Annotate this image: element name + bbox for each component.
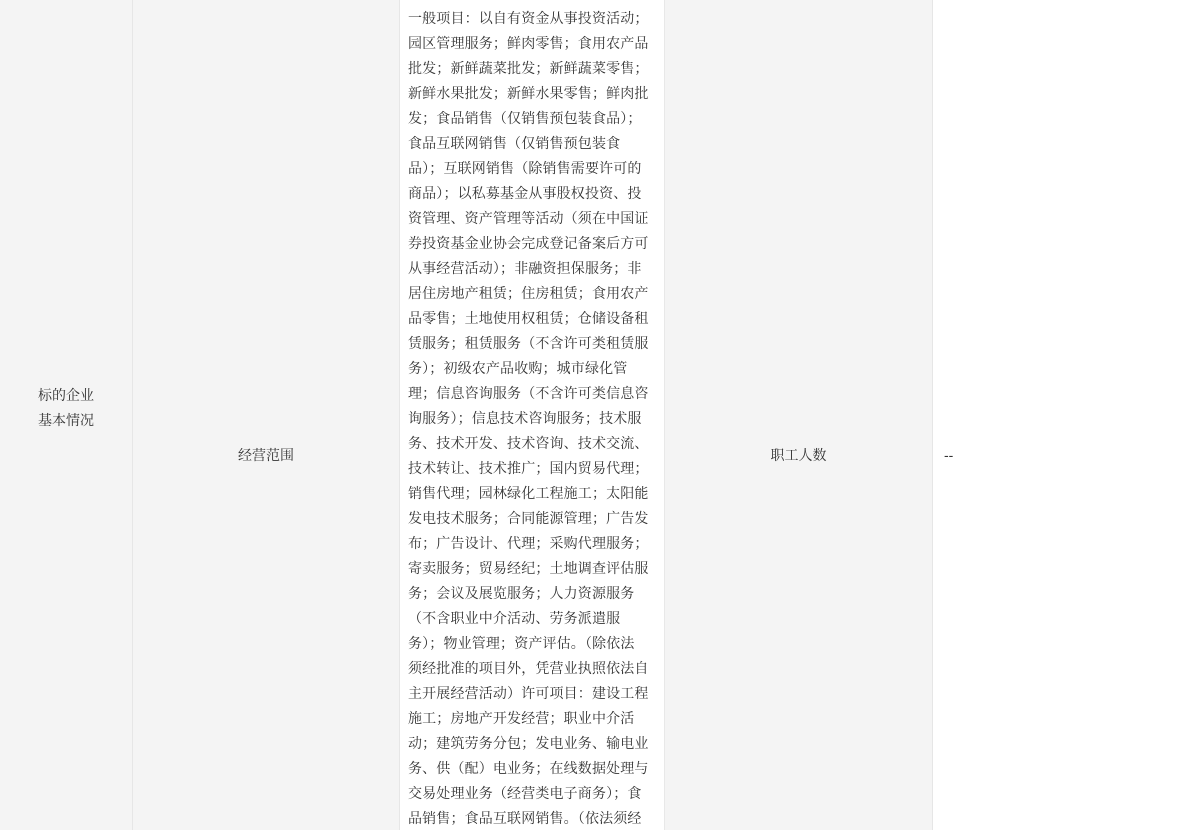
- business-scope-line: 施工；房地产开发经营；职业中介活: [408, 710, 635, 726]
- business-scope-line: 品零售；土地使用权租赁；仓储设备租: [408, 310, 649, 326]
- business-scope-line: 寄卖服务；贸易经纪；土地调查评估服: [408, 560, 649, 576]
- business-scope-line: 券投资基金业协会完成登记备案后方可: [408, 235, 649, 251]
- business-scope-line: 询服务）；信息技术咨询服务；技术服: [408, 410, 642, 426]
- business-scope-line: （不含职业中介活动、劳务派遣服: [408, 610, 621, 626]
- business-scope-line: 从事经营活动）；非融资担保服务；非: [408, 260, 642, 276]
- business-scope-line: 食品互联网销售（仅销售预包装食: [408, 135, 621, 151]
- employees-value: --: [944, 447, 954, 463]
- business-scope-line: 技术转让、技术推广；国内贸易代理；: [408, 460, 649, 476]
- cell-business-scope-value: [400, 0, 665, 830]
- business-scope-line: 批发；新鲜蔬菜批发；新鲜蔬菜零售；: [408, 60, 649, 76]
- business-scope-line: 品销售；食品互联网销售。（依法须经: [408, 810, 642, 826]
- business-scope-line: 发；食品销售（仅销售预包装食品）；: [408, 110, 642, 126]
- business-scope-line: 品）；互联网销售（除销售需要许可的: [408, 160, 642, 176]
- business-scope-line: 动；建筑劳务分包；发电业务、输电业: [408, 735, 649, 751]
- business-scope-text: [408, 6, 662, 830]
- business-scope-line: 务）；物业管理；资产评估。（除依法: [408, 635, 635, 651]
- employees-label: 职工人数: [770, 447, 827, 463]
- business-scope-line: 资管理、资产管理等活动（须在中国证: [408, 210, 649, 226]
- row-group-label-line2: 基本情况: [38, 412, 94, 428]
- business-scope-line: 须经批准的项目外，凭营业执照依法自: [408, 660, 649, 676]
- business-scope-line: 布；广告设计、代理；采购代理服务；: [408, 535, 649, 551]
- business-scope-line: 销售代理；园林绿化工程施工；太阳能: [408, 485, 649, 501]
- business-scope-line: 务）；初级农产品收购；城市绿化管: [408, 360, 628, 376]
- business-scope-line: 赁服务；租赁服务（不含许可类租赁服: [408, 335, 649, 351]
- cell-business-scope-header: [133, 0, 400, 830]
- cell-employees-value: [933, 0, 1203, 830]
- business-scope-line: 务、供（配）电业务；在线数据处理与: [408, 760, 649, 776]
- row-group-label: [0, 383, 132, 433]
- business-scope-line: 务；会议及展览服务；人力资源服务: [408, 585, 635, 601]
- cell-employees-header: [665, 0, 933, 830]
- business-scope-line: 主开展经营活动）许可项目：建设工程: [408, 685, 649, 701]
- business-scope-line: 一般项目：以自有资金从事投资活动；: [408, 10, 649, 26]
- business-scope-line: 务、技术开发、技术咨询、技术交流、: [408, 435, 649, 451]
- business-scope-line: 居住房地产租赁；住房租赁；食用农产: [408, 285, 649, 301]
- business-scope-line: 园区管理服务；鲜肉零售；食用农产品: [408, 35, 649, 51]
- business-scope-line: 商品）；以私募基金从事股权投资、投: [408, 185, 642, 201]
- business-scope-line: 交易处理业务（经营类电子商务）；食: [408, 785, 642, 801]
- business-scope-label: 经营范围: [238, 447, 294, 463]
- row-group-label-line1: 标的企业: [38, 387, 94, 403]
- business-scope-line: 发电技术服务；合同能源管理；广告发: [408, 510, 649, 526]
- business-scope-line: 理；信息咨询服务（不含许可类信息咨: [408, 385, 649, 401]
- business-scope-line: 新鲜水果批发；新鲜水果零售；鲜肉批: [408, 85, 649, 101]
- cell-row-group: [0, 0, 133, 830]
